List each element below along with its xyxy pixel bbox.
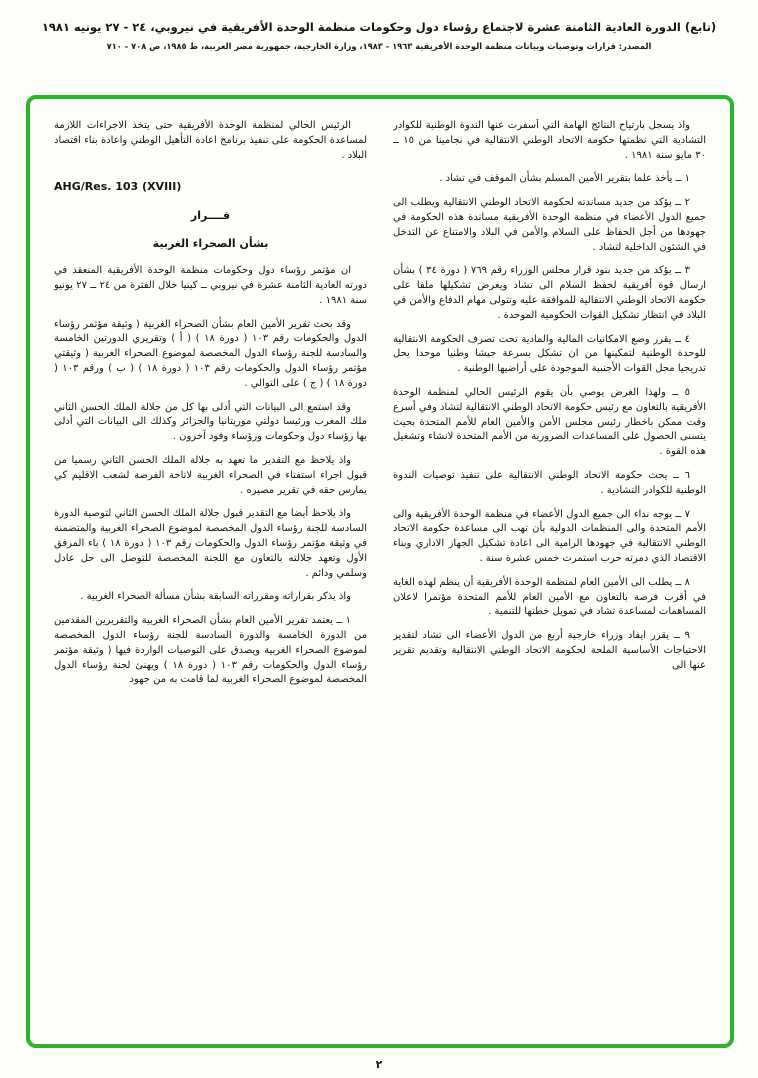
two-column-layout (54, 119, 706, 1030)
green-content-frame (26, 95, 734, 1048)
paragraph: ٧ ــ يوجه نداء الى جميع الدول الأعضاء في منظمة الوحدة الأفريقية والى الأمم المتحدة والى المنظمات الدولية بأن تهب الى مساعدة حكومة الاتحاد الوطني الانتقالية في جهودها الرامية الى اعادة تشكيل الجهاز الاداري وبناء الاقتصاد الذي دمرته حرب استمرت خمس عشرة سنة . (393, 508, 706, 564)
paragraph: وقد استمع الى البيانات التي أدلى بها كل من جلالة الملك الحسن الثاني ملك المغرب ورئيسا دولتي موريتانيا والجزائر وكذلك الى البيانات التي أدلى بها رؤساء دول وحكومات ورؤساء وفود آخرون . (54, 401, 367, 443)
paragraph: ٢ ــ يؤكد من جديد مساندته لحكومة الاتحاد الوطني الانتقالية ويطلب الى جميع الدول الأعضاء في منظمة الوحدة الأفريقية مساندة هذه الحكومة في جهودها من أجل الحفاظ على السلام والأمن في البلاد والامتناع عن التدخل في الشئون الداخلية لتشاد . (393, 197, 706, 253)
paragraph: ١ ــ يعتمد تقرير الأمين العام بشأن الصحراء الغربية والتقريرين المقدمين من الدورة الخامسة والدورة السادسة للجنة رؤساء الدول المخصصة لموضوع الصحراء الغربية ويصدق على التوصيات الواردة فيها ( وثيقة مؤتمر رؤساء الدول والحكومات رقم ١٠٣ ( دورة ١٨ ) ويهنئ لجنة رؤساء الدول المخصصة لموضوع الصحراء الغربية لما قامت به من جهود (54, 615, 367, 686)
document-title: (تابع) الدورة العادية الثامنة عشرة لاجتماع رؤساء دول وحكومات منظمة الوحدة الأفريقية في نيروبي، ٢٤ - ٢٧ يونيه ١٩٨١ (41, 20, 717, 34)
column-right (393, 119, 706, 1030)
page-number: ٢ (375, 1058, 383, 1071)
paragraph: ٩ ــ يقرر ايفاد وزراء خارجية أربع من الدول الأعضاء الى تشاد لتقدير الاحتياجات الأساسية الملحة لحكومة الاتحاد الوطني الانتقالية وتقديم تقرير عنها الى (393, 630, 706, 671)
resolution-id: AHG/Res. 103 (XVIII) (54, 180, 182, 194)
resolution-title: قــــرار (190, 208, 231, 222)
paragraph: ٨ ــ يطلب الى الأمين العام لمنظمة الوحدة الأفريقية أن ينظم لهذه الغاية في أقرب فرصة بالتعاون مع الأمين العام للأمم المتحدة مؤتمرا لاعلان المساهمات لمساعدة تشاد في تمويل خطتها للتنمية . (393, 576, 706, 618)
paragraph: واذ يلاحظ أيضا مع التقدير قبول جلالة الملك الحسن الثاني لتوصية الدورة السادسة للجنة رؤساء الدول المخصصة لموضوع الصحراء الغربية والمتضمنة في وثيقة مؤتمر رؤساء الدول والحكومات رقم ١٠٣ ( دورة ١٨ ) باء المرفق الأول وتعهد جلالته بالتعاون مع اللجنة المخصصة للتوصل الى حل عادل وسلمي ودائم . (54, 508, 367, 579)
paragraph: ١ ــ يأخذ علما بتقرير الأمين المسلم بشأن الموقف في تشاد . (439, 173, 690, 185)
paragraph: ان مؤتمر رؤساء دول وحكومات منظمة الوحدة الأفريقية المنعقد في دورته العادية الثامنة عشرة في نيروبي ــ كينيا خلال الفترة من ٢٤ ــ ٢٧ يونيو سنة ١٩٨١ . (54, 265, 367, 306)
paragraph: ٣ ــ يؤكد من جديد بنود قرار مجلس الوزراء رقم ٧٦٩ ( دورة ٣٤ ) بشأن ارسال قوة أفريقية لحفظ السلام الى تشاد ويعرض تشكيلها ملفا على حكومة الاتحاد الوطني الانتقالية للموافقة عليه وتتولى مهام الدفاع والأمن في البلاد في انتظار تشكيل القوات الحكومية الموحدة . (393, 265, 706, 321)
paragraph: واذ يلاحظ مع التقدير ما تعهد به جلالة الملك الحسن الثاني رسميا من قبول اجراء استفتاء في الصحراء الغربية لاتاحة الفرصة لشعب الاقليم كي يمارس حقه في تقرير مصيره . (54, 454, 367, 496)
column-left (54, 119, 367, 1030)
paragraph: واذ يذكر بقراراته ومقرراته السابقة بشأن مسألة الصحراء الغربية . (80, 591, 351, 603)
paragraph: وقد بحث تقرير الأمين العام بشأن الصحراء الغربية ( وثيقة مؤتمر رؤساء الدول والحكومات رقم ١٠٣ ( دورة ١٨ ) ( أ ) وتقريري الدورتين الخامسة والسادسة للجنة رؤساء الدول المخصصة لموضوع الصحراء الغربية ( وثيقتي مؤتمر رؤساء الدول والحكومات رقم ١٠٣ ( دورة ١٨ ) ( ب ) ورقم ١٠٣ ( دورة ١٨ ) ( ج ) على التوالي . (54, 318, 367, 389)
resolution-subtitle: بشأن الصحراء الغربية (152, 236, 269, 250)
paragraph: الرئيس الحالي لمنظمة الوحدة الأفريقية حتى يتخذ الاجراءات اللازمة لمساعدة الحكومة على تنفيذ برنامج اعادة التأهيل الوطني واعادة بناء اقتصاد البلاد . (54, 120, 367, 161)
page-header (0, 0, 758, 51)
paragraph: ٥ ــ ولهذا الغرض يوصي بأن يقوم الرئيس الحالي لمنظمة الوحدة الأفريقية بالتعاون مع رئيس حكومة الاتحاد الوطني الانتقالية لتشاد وفي أسرع وقت ممكن باخطار رئيس مجلس الأمن والأمين العام للأمم المتحدة بحيث يتسنى الحصول على المساعدات الضرورية من الأمم المتحدة لانشاء وتشغيل هذه القوة . (393, 386, 706, 458)
document-source-line: المصدر: قرارات وتوصيات وبيانات منظمة الوحدة الأفريقية ١٩٦٣ - ١٩٨٣، وزارة الخارجية، جمهورية مصر العربية، ط ١٩٨٥، ص ٧٠٨ - ٧١٠ (106, 41, 652, 52)
paragraph: واذ يسجل بارتياح النتائج الهامة التي أسفرت عنها الندوة الوطنية للكوادر التشادية التي نظمتها حكومة الاتحاد الوطني الانتقالية في نجامينا من ١٥ ــ ٣٠ مايو سنة ١٩٨١ . (393, 120, 706, 161)
paragraph: ٦ ــ يحث حكومة الاتحاد الوطني الانتقالية على تنفيذ توصيات الندوة الوطنية للكوادر التشادية . (393, 469, 706, 496)
paragraph: ٤ ــ يقرر وضع الامكانيات المالية والمادية تحت تصرف الحكومة الانتقالية للوحدة الوطنية لتمكينها من ان تشكل بسرعة جيشا وطنيا موحدا يحل تدريجيا محل القوات الأجنبية الموجودة على أراضيها الوطنية . (393, 333, 706, 375)
